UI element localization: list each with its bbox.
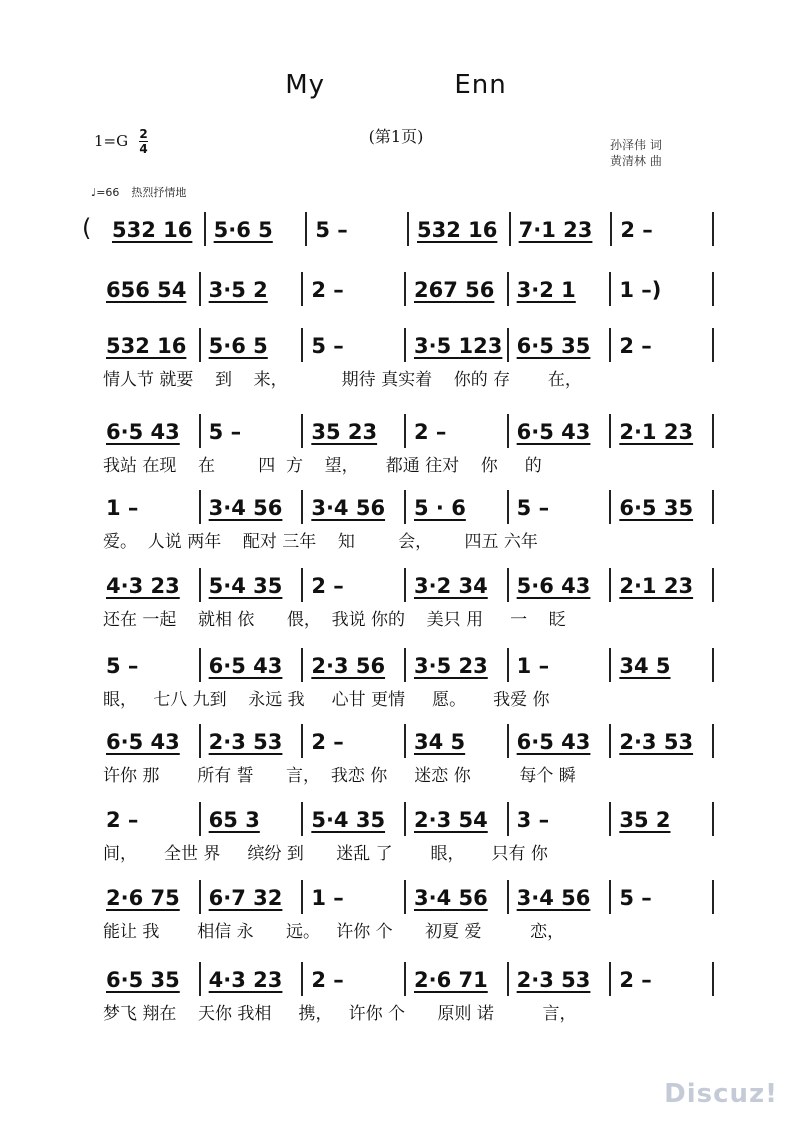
barline xyxy=(404,490,406,524)
barline xyxy=(404,802,406,836)
measure-notes: 2·3 54 xyxy=(414,808,488,832)
barline xyxy=(609,568,611,602)
measure-notes: 6·5 35 xyxy=(106,968,180,992)
measure-notes: 4·3 23 xyxy=(208,968,283,992)
barline xyxy=(301,802,303,836)
barline xyxy=(301,962,303,996)
page-label: (第1页) xyxy=(368,127,424,146)
measure-notes: 2 – xyxy=(311,278,344,302)
measure-notes: 5·6 43 xyxy=(516,574,591,598)
barline xyxy=(610,212,612,246)
measure-notes: 267 56 xyxy=(414,278,495,302)
measure-notes: 2·3 53 xyxy=(516,968,591,992)
repeat-open-paren: ( xyxy=(82,214,92,242)
measure-notes: 5 – xyxy=(315,218,348,242)
measure-notes: 2 – xyxy=(311,968,344,992)
barline xyxy=(199,962,201,996)
barline xyxy=(712,648,714,682)
measure-notes: 65 3 xyxy=(208,808,260,832)
barline xyxy=(712,272,714,306)
barline xyxy=(609,962,611,996)
lyric-line: 许你 那 所有 誓 言， 我恋 你 迷恋 你 每个 瞬 xyxy=(103,766,576,786)
barline xyxy=(507,880,509,914)
score-row xyxy=(0,880,792,950)
measure-notes: 1 – xyxy=(311,886,344,910)
barline xyxy=(404,648,406,682)
measure-notes: 5 · 6 xyxy=(414,496,466,520)
lyric-line: 梦飞 翔在 天你 我相 携， 许你 个 原则 诺 言， xyxy=(103,1004,577,1024)
measure-notes: 1 – xyxy=(106,496,139,520)
barline xyxy=(199,414,201,448)
measure-notes: 532 16 xyxy=(417,218,498,242)
measure-notes: 3·4 56 xyxy=(311,496,386,520)
measure-notes: 6·5 43 xyxy=(106,730,180,754)
barline xyxy=(507,724,509,758)
measure-notes: 6·5 43 xyxy=(516,730,591,754)
barline xyxy=(507,490,509,524)
key-signature: 1=G xyxy=(94,132,129,150)
measure-notes: 5·4 35 xyxy=(208,574,283,598)
measure-notes: 35 23 xyxy=(311,420,378,444)
lyric-line: 情人节 就要 到 来， 期待 真实着 你的 存 在， xyxy=(103,370,582,390)
measure-notes: 3·4 56 xyxy=(516,886,591,910)
measure-notes: 1 –) xyxy=(619,278,662,302)
measure-notes: 35 2 xyxy=(619,808,671,832)
measure-notes: 5 – xyxy=(106,654,139,678)
score-row xyxy=(0,802,792,872)
measure-notes: 3·2 34 xyxy=(414,574,488,598)
measure-notes: 6·5 43 xyxy=(208,654,283,678)
measure-notes: 656 54 xyxy=(106,278,187,302)
measure-notes: 4·3 23 xyxy=(106,574,180,598)
barline xyxy=(609,490,611,524)
barline xyxy=(712,962,714,996)
tempo-marking xyxy=(91,184,186,200)
time-bottom: 4 xyxy=(139,142,148,156)
barline xyxy=(507,328,509,362)
measure-notes: 3·5 123 xyxy=(414,334,503,358)
barline xyxy=(404,724,406,758)
barline xyxy=(404,272,406,306)
barline xyxy=(199,724,201,758)
measure-notes: 5 – xyxy=(516,496,550,520)
measure-notes: 6·5 43 xyxy=(106,420,180,444)
credits xyxy=(610,137,662,169)
measure-notes: 5·6 5 xyxy=(208,334,268,358)
measure-notes: 5 – xyxy=(311,334,344,358)
barline xyxy=(199,272,201,306)
barline xyxy=(305,212,307,246)
barline xyxy=(507,962,509,996)
barline xyxy=(609,272,611,306)
measure-notes: 3·4 56 xyxy=(208,496,283,520)
barline xyxy=(199,648,201,682)
time-top: 2 xyxy=(139,127,148,141)
barline xyxy=(712,802,714,836)
barline xyxy=(609,724,611,758)
measure-notes: 2 – xyxy=(311,574,344,598)
barline xyxy=(301,568,303,602)
measure-notes: 2 – xyxy=(619,334,652,358)
measure-notes: 6·5 35 xyxy=(619,496,694,520)
barline xyxy=(712,490,714,524)
barline xyxy=(507,272,509,306)
barline xyxy=(712,880,714,914)
barline xyxy=(301,272,303,306)
measure-notes: 6·5 35 xyxy=(516,334,591,358)
measure-notes: 532 16 xyxy=(106,334,187,358)
barline xyxy=(199,490,201,524)
measure-notes: 2·6 75 xyxy=(106,886,180,910)
barline xyxy=(507,568,509,602)
measure-notes: 34 5 xyxy=(619,654,671,678)
barline xyxy=(712,414,714,448)
measure-notes: 2 – xyxy=(414,420,447,444)
barline xyxy=(507,802,509,836)
lyric-line: 爱。 人说 两年 配对 三年 知 会， 四五 六年 xyxy=(103,532,538,552)
measure-notes: 6·7 32 xyxy=(208,886,283,910)
time-signature xyxy=(139,128,148,155)
measure-notes: 2·1 23 xyxy=(619,420,694,444)
score-row xyxy=(0,328,792,398)
measure-notes: 5·4 35 xyxy=(311,808,386,832)
measure-notes: 2·3 56 xyxy=(311,654,386,678)
measure-notes: 2 – xyxy=(106,808,139,832)
lyric-line: 能让 我 相信 永 远。 许你 个 初夏 爱 恋， xyxy=(103,922,565,942)
lyric-line: 眼， 七八 九到 永远 我 心甘 更情 愿。 我爱 你 xyxy=(103,690,550,710)
barline xyxy=(509,212,511,246)
tempo-style: 热烈抒情地 xyxy=(131,186,187,199)
score-row xyxy=(0,962,792,1032)
score-row xyxy=(0,568,792,638)
measure-notes: 34 5 xyxy=(414,730,466,754)
measure-notes: 2 – xyxy=(619,968,652,992)
tempo-value: ♩=66 xyxy=(91,186,120,199)
barline xyxy=(712,724,714,758)
measure-notes: 3·2 1 xyxy=(516,278,576,302)
watermark: Discuz! xyxy=(664,1079,778,1109)
measure-notes: 3 – xyxy=(516,808,550,832)
measure-notes: 2·6 71 xyxy=(414,968,488,992)
measure-notes: 532 16 xyxy=(112,218,193,242)
score-row xyxy=(0,414,792,484)
barline xyxy=(712,212,714,246)
barline xyxy=(301,880,303,914)
barline xyxy=(199,328,201,362)
barline xyxy=(301,490,303,524)
title-part-1: My xyxy=(285,70,326,100)
barline xyxy=(507,414,509,448)
score-row xyxy=(0,724,792,794)
barline xyxy=(404,962,406,996)
barline xyxy=(609,328,611,362)
measure-notes: 3·4 56 xyxy=(414,886,488,910)
lyric-line: 还在 一起 就相 依 偎， 我说 你的 美只 用 一 眨 xyxy=(103,610,566,630)
barline xyxy=(301,414,303,448)
barline xyxy=(609,802,611,836)
measure-notes: 3·5 23 xyxy=(414,654,488,678)
barline xyxy=(507,648,509,682)
barline xyxy=(609,880,611,914)
barline xyxy=(301,648,303,682)
measure-notes: 2·3 53 xyxy=(208,730,283,754)
measure-notes: 2·1 23 xyxy=(619,574,694,598)
measure-notes: 6·5 43 xyxy=(516,420,591,444)
score-row xyxy=(0,648,792,718)
measure-notes: 7·1 23 xyxy=(518,218,593,242)
barline xyxy=(404,328,406,362)
lyric-line: 间， 全世 界 缤纷 到 迷乱 了 眼， 只有 你 xyxy=(103,844,548,864)
score-row xyxy=(0,490,792,560)
measure-notes: 1 – xyxy=(516,654,550,678)
barline xyxy=(609,648,611,682)
barline xyxy=(199,880,201,914)
barline xyxy=(404,414,406,448)
measure-notes: 2 – xyxy=(620,218,653,242)
barline xyxy=(404,568,406,602)
composer: 黄清林 曲 xyxy=(610,154,662,168)
barline xyxy=(199,802,201,836)
barline xyxy=(204,212,206,246)
title-part-2: Enn xyxy=(454,70,507,100)
measure-notes: 3·5 2 xyxy=(208,278,268,302)
barline xyxy=(609,414,611,448)
barline xyxy=(712,328,714,362)
lyric-line: 我站 在现 在 四 方 望， 都通 往对 你 的 xyxy=(103,456,542,476)
measure-notes: 5·6 5 xyxy=(213,218,273,242)
barline xyxy=(301,724,303,758)
measure-notes: 2·3 53 xyxy=(619,730,694,754)
barline xyxy=(712,568,714,602)
barline xyxy=(404,880,406,914)
barline xyxy=(407,212,409,246)
song-title xyxy=(0,70,792,100)
measure-notes: 5 – xyxy=(619,886,652,910)
barline xyxy=(199,568,201,602)
measure-notes: 5 – xyxy=(208,420,242,444)
barline xyxy=(301,328,303,362)
lyricist: 孙泽伟 词 xyxy=(610,138,662,152)
measure-notes: 2 – xyxy=(311,730,344,754)
